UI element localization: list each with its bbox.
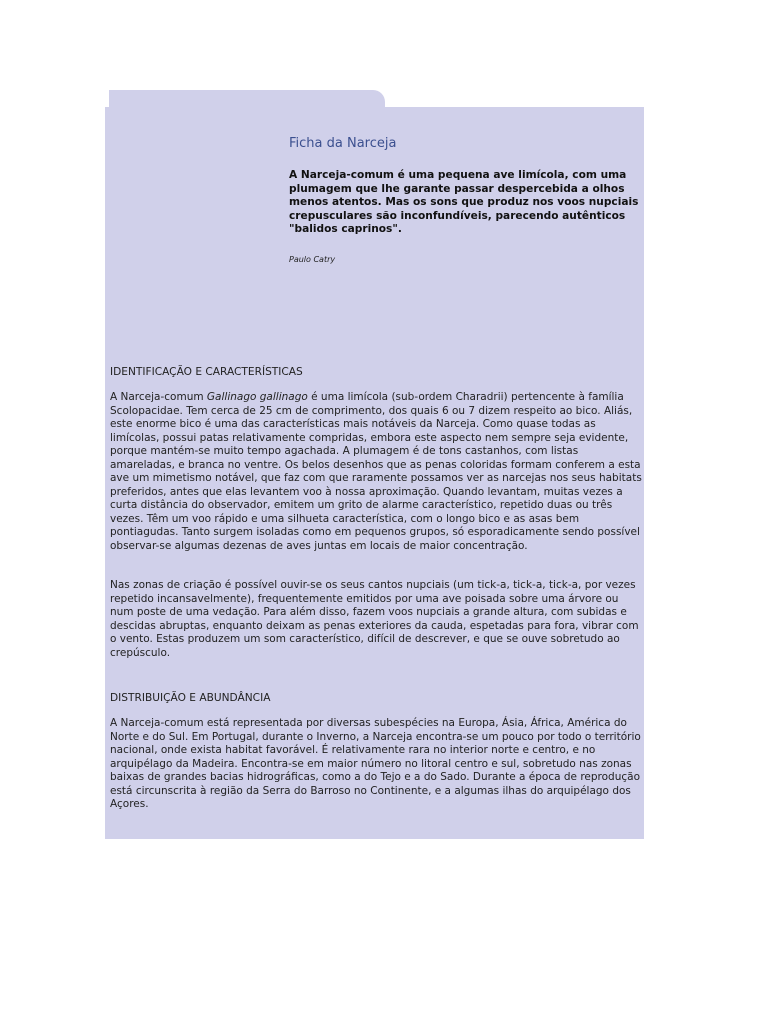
paragraph-text: A Narceja-comum	[110, 391, 207, 403]
distribution-paragraph-1: A Narceja-comum está representada por diversas subespécies na Europa, Ásia, África, América do Norte e do Sul. Em Portugal, durante o Inverno, a Narceja encontra-se um pouco por todo o território nacional, onde exista habitat favorável. É relativamente rara no interior norte e centro, e no arquipélago da Madeira. Encontra-se em maior número no litoral centro e sul, sobretudo nas zonas baixas de grandes bacias hidrográficas, como a do Tejo e a do Sado. Durante a época de reprodução está circunscrita à região da Serra do Barroso no Continente, e a algumas ilhas do arquipélago dos Açores.	[110, 717, 641, 810]
identification-paragraph-2: Nas zonas de criação é possível ouvir-se os seus cantos nupciais (um tick-a, tick-a, tick-a, por vezes repetido incansavelmente), frequentemente emitidos por uma ave poisada sobre uma árvore ou num poste de uma vedação. Para além disso, fazem voos nupciais a grande altura, com subidas e descidas abruptas, enquanto deixam as penas exteriores da cauda, espetadas para fora, vibrar com o vento. Estas produzem um som característico, difícil de descrever, e que se ouve sobretudo ao crepúsculo.	[110, 579, 639, 659]
lead-paragraph: A Narceja-comum é uma pequena ave limícola, com uma plumagem que lhe garante passar despercebida a olhos menos atentos. Mas os sons que produz nos voos nupciais crepusculares são inconfundíveis, parecendo autênticos "balidos caprinos".	[289, 169, 639, 235]
section-heading-distribution: DISTRIBUIÇÃO E ABUNDÂNCIA	[110, 692, 271, 704]
section-heading-identification: IDENTIFICAÇÃO E CARACTERÍSTICAS	[110, 366, 303, 378]
identification-paragraph-1	[110, 391, 642, 553]
page-title: Ficha da Narceja	[289, 136, 397, 151]
paragraph-text: é uma limícola (sub-ordem Charadrii) pertencente à família Scolopacidae. Tem cerca de 25 cm de comprimento, dos quais 6 ou 7 dizem respeito ao bico. Aliás, este enorme bico é uma das características mais notáveis da Narceja. Como quase todas as limícolas, possui patas relativamente compridas, embora este aspecto nem sempre seja evidente, porque mantém-se muito tempo agachada. A plumagem é de tons castanhos, com listas amareladas, e branca no ventre. Os belos desenhos que as penas coloridas formam conferem a esta ave um mimetismo notável, que faz com que raramente possamos ver as narcejas nos seus habitats preferidos, antes que elas levantem voo à nossa aproximação. Quando levantam, muitas vezes a curta distância do observador, emitem um grito de alarme característico, repetido duas ou três vezes. Têm um voo rápido e uma silhueta característica, com o longo bico e as asas bem pontiagudas. Tanto surgem isoladas como em pequenos grupos, só esporadicamente sendo possível observar-se algumas dezenas de aves juntas em locais de maior concentração.	[110, 391, 642, 552]
species-name: Gallinago gallinago	[206, 391, 308, 403]
author-name: Paulo Catry	[289, 255, 336, 264]
